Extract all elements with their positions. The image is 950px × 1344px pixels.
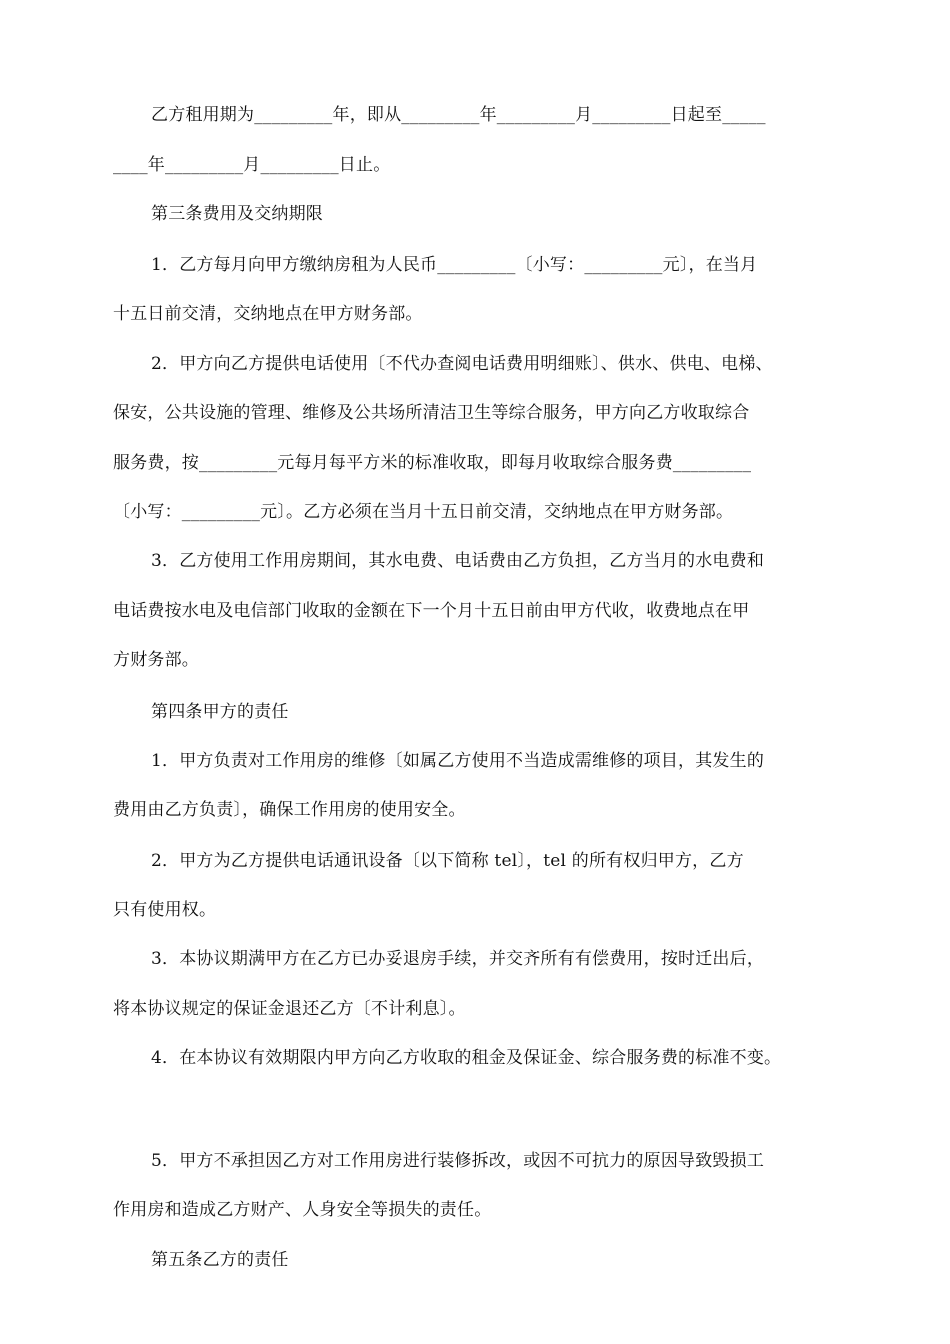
paragraph-line: ____年_________月_________日止。	[113, 155, 391, 175]
paragraph-line: 1．甲方负责对工作用房的维修〔如属乙方使用不当造成需维修的项目，其发生的	[151, 751, 765, 771]
paragraph-line: 只有使用权。	[113, 900, 217, 920]
section-heading: 第三条费用及交纳期限	[151, 204, 323, 224]
paragraph-line: 电话费按水电及电信部门收取的金额在下一个月十五日前由甲方代收，收费地点在甲	[113, 601, 750, 621]
paragraph-line: 1．乙方每月向甲方缴纳房租为人民币_________〔小写：_________元〕，在当月	[151, 255, 758, 275]
paragraph-line: 3．本协议期满甲方在乙方已办妥退房手续，并交齐所有有偿费用，按时迁出后，	[151, 949, 765, 969]
paragraph-line: 3．乙方使用工作用房期间，其水电费、电话费由乙方负担，乙方当月的水电费和	[151, 551, 765, 571]
paragraph-line: 十五日前交清，交纳地点在甲方财务部。	[113, 304, 423, 324]
paragraph-line: 作用房和造成乙方财产、人身安全等损失的责任。	[113, 1200, 492, 1220]
paragraph-line: 费用由乙方负责〕，确保工作用房的使用安全。	[113, 800, 466, 820]
paragraph-line: 2．甲方向乙方提供电话使用〔不代办查阅电话费用明细账〕、供水、供电、电梯、	[151, 354, 773, 374]
paragraph-line: 5．甲方不承担因乙方对工作用房进行装修拆改，或因不可抗力的原因导致毁损工	[151, 1151, 765, 1171]
paragraph-line: 乙方租用期为_________年，即从_________年_________月_________日起至_____	[151, 105, 766, 125]
paragraph-line: 2．甲方为乙方提供电话通讯设备〔以下简称 tel〕，tel 的所有权归甲方，乙方	[151, 851, 744, 871]
paragraph-line: 4．在本协议有效期限内甲方向乙方收取的租金及保证金、综合服务费的标准不变。	[151, 1048, 782, 1068]
paragraph-line: 〔小写：_________元〕。乙方必须在当月十五日前交清，交纳地点在甲方财务部。	[113, 502, 734, 522]
paragraph-line: 保安，公共设施的管理、维修及公共场所清洁卫生等综合服务，甲方向乙方收取综合	[113, 403, 750, 423]
paragraph-line: 服务费，按_________元每月每平方米的标准收取，即每月收取综合服务费_________	[113, 453, 752, 473]
paragraph-line: 将本协议规定的保证金退还乙方〔不计利息〕。	[113, 999, 466, 1019]
section-heading: 第五条乙方的责任	[151, 1250, 289, 1270]
section-heading: 第四条甲方的责任	[151, 702, 289, 722]
paragraph-line: 方财务部。	[113, 650, 199, 670]
